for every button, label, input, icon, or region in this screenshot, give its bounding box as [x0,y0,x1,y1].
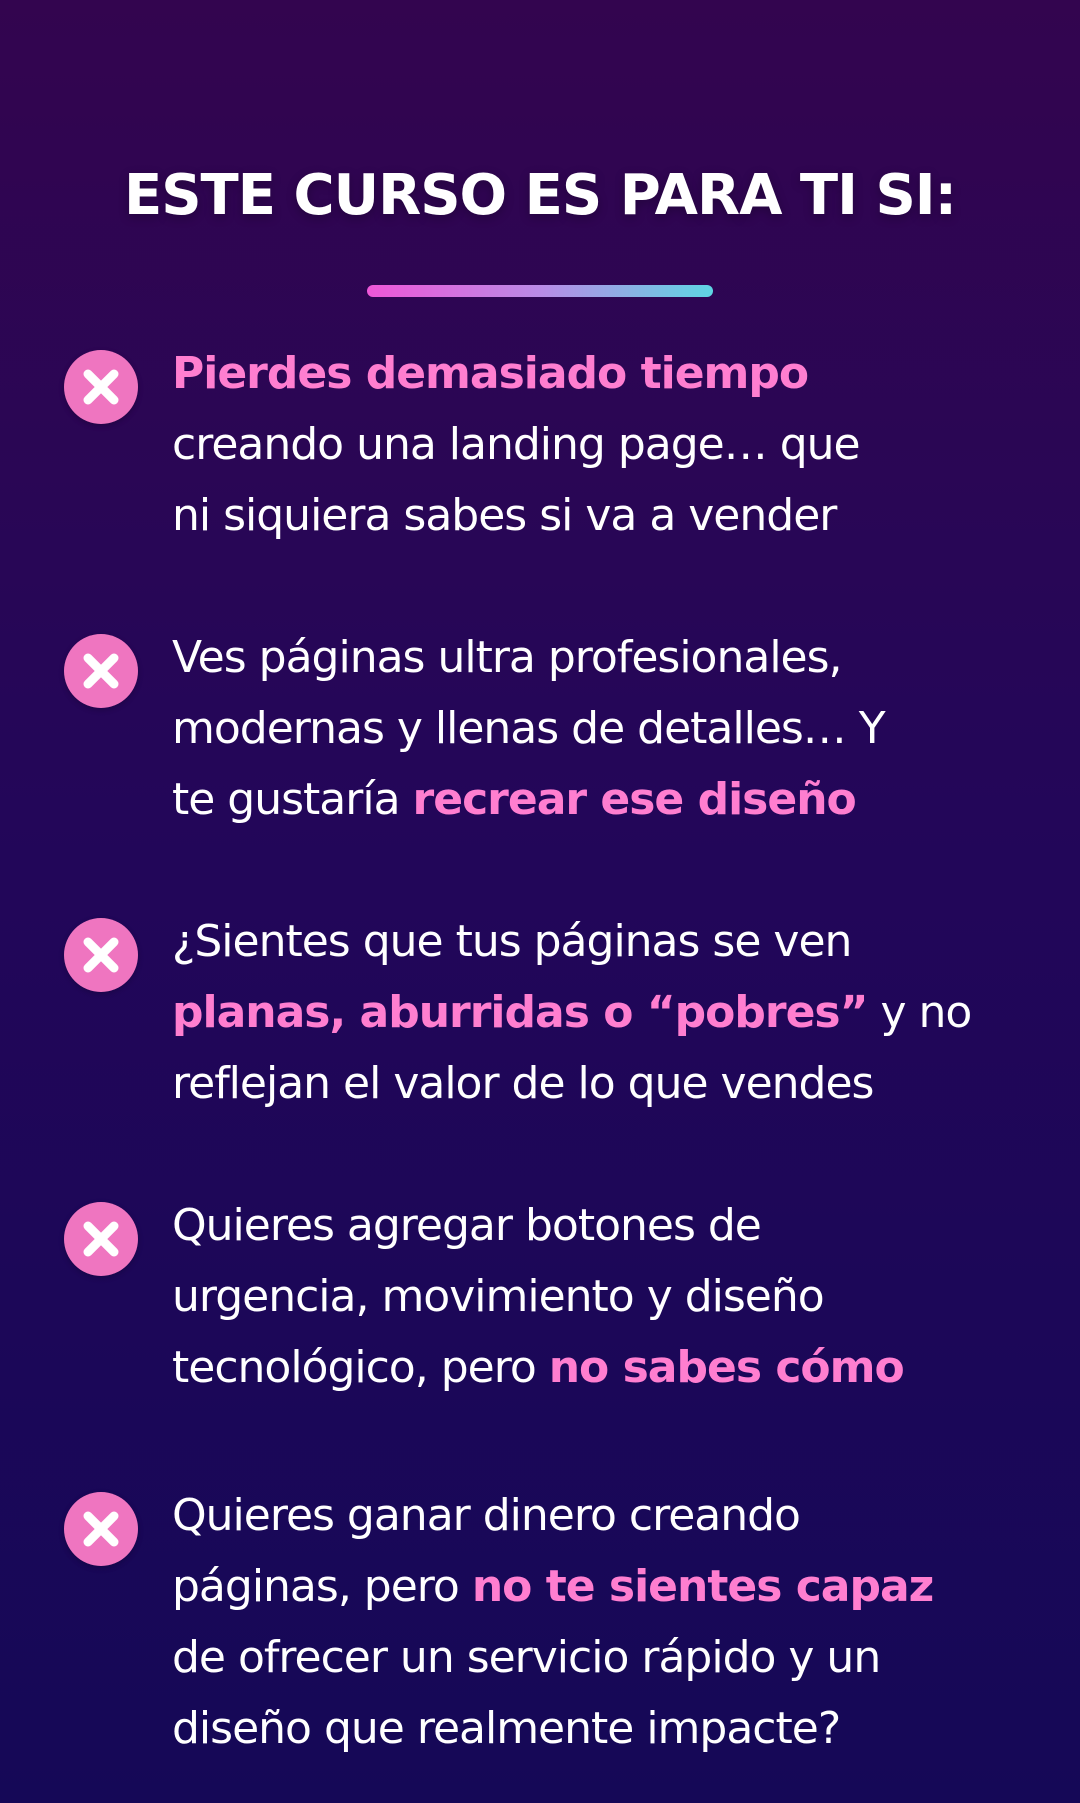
x-mark-circle-icon [64,918,138,992]
x-mark-circle-icon [64,1202,138,1276]
highlight-text: planas, aburridas o “pobres” [172,987,868,1038]
title-underline [367,285,713,297]
list-item-text: Ves páginas ultra profesionales, modernas y llenas de detalles… Y te gustaría recrear ese diseño [172,632,885,825]
x-mark-circle-icon [64,350,138,424]
list-item-text: Pierdes demasiado tiempo creando una landing page… que ni siquiera sabes si va a vender [172,348,860,541]
x-mark-circle-icon [64,1492,138,1566]
highlight-text: Pierdes demasiado tiempo [172,348,809,399]
page-title: ESTE CURSO ES PARA TI SI: [123,163,957,228]
highlight-text: no sabes cómo [548,1342,904,1393]
highlight-text: no te sientes capaz [471,1561,934,1612]
highlight-text: recrear ese diseño [412,774,856,825]
list-item-text: Quieres ganar dinero creando páginas, pero no te sientes capaz de ofrecer un servicio rápido y un diseño que realmente impacte? [172,1490,934,1754]
x-mark-circle-icon [64,634,138,708]
list-item-text: Quieres agregar botones de urgencia, movimiento y diseño tecnológico, pero no sabes cómo [172,1200,904,1393]
list-item-text: ¿Sientes que tus páginas se ven planas, aburridas o “pobres” y no reflejan el valor de lo que vendes [172,916,972,1109]
